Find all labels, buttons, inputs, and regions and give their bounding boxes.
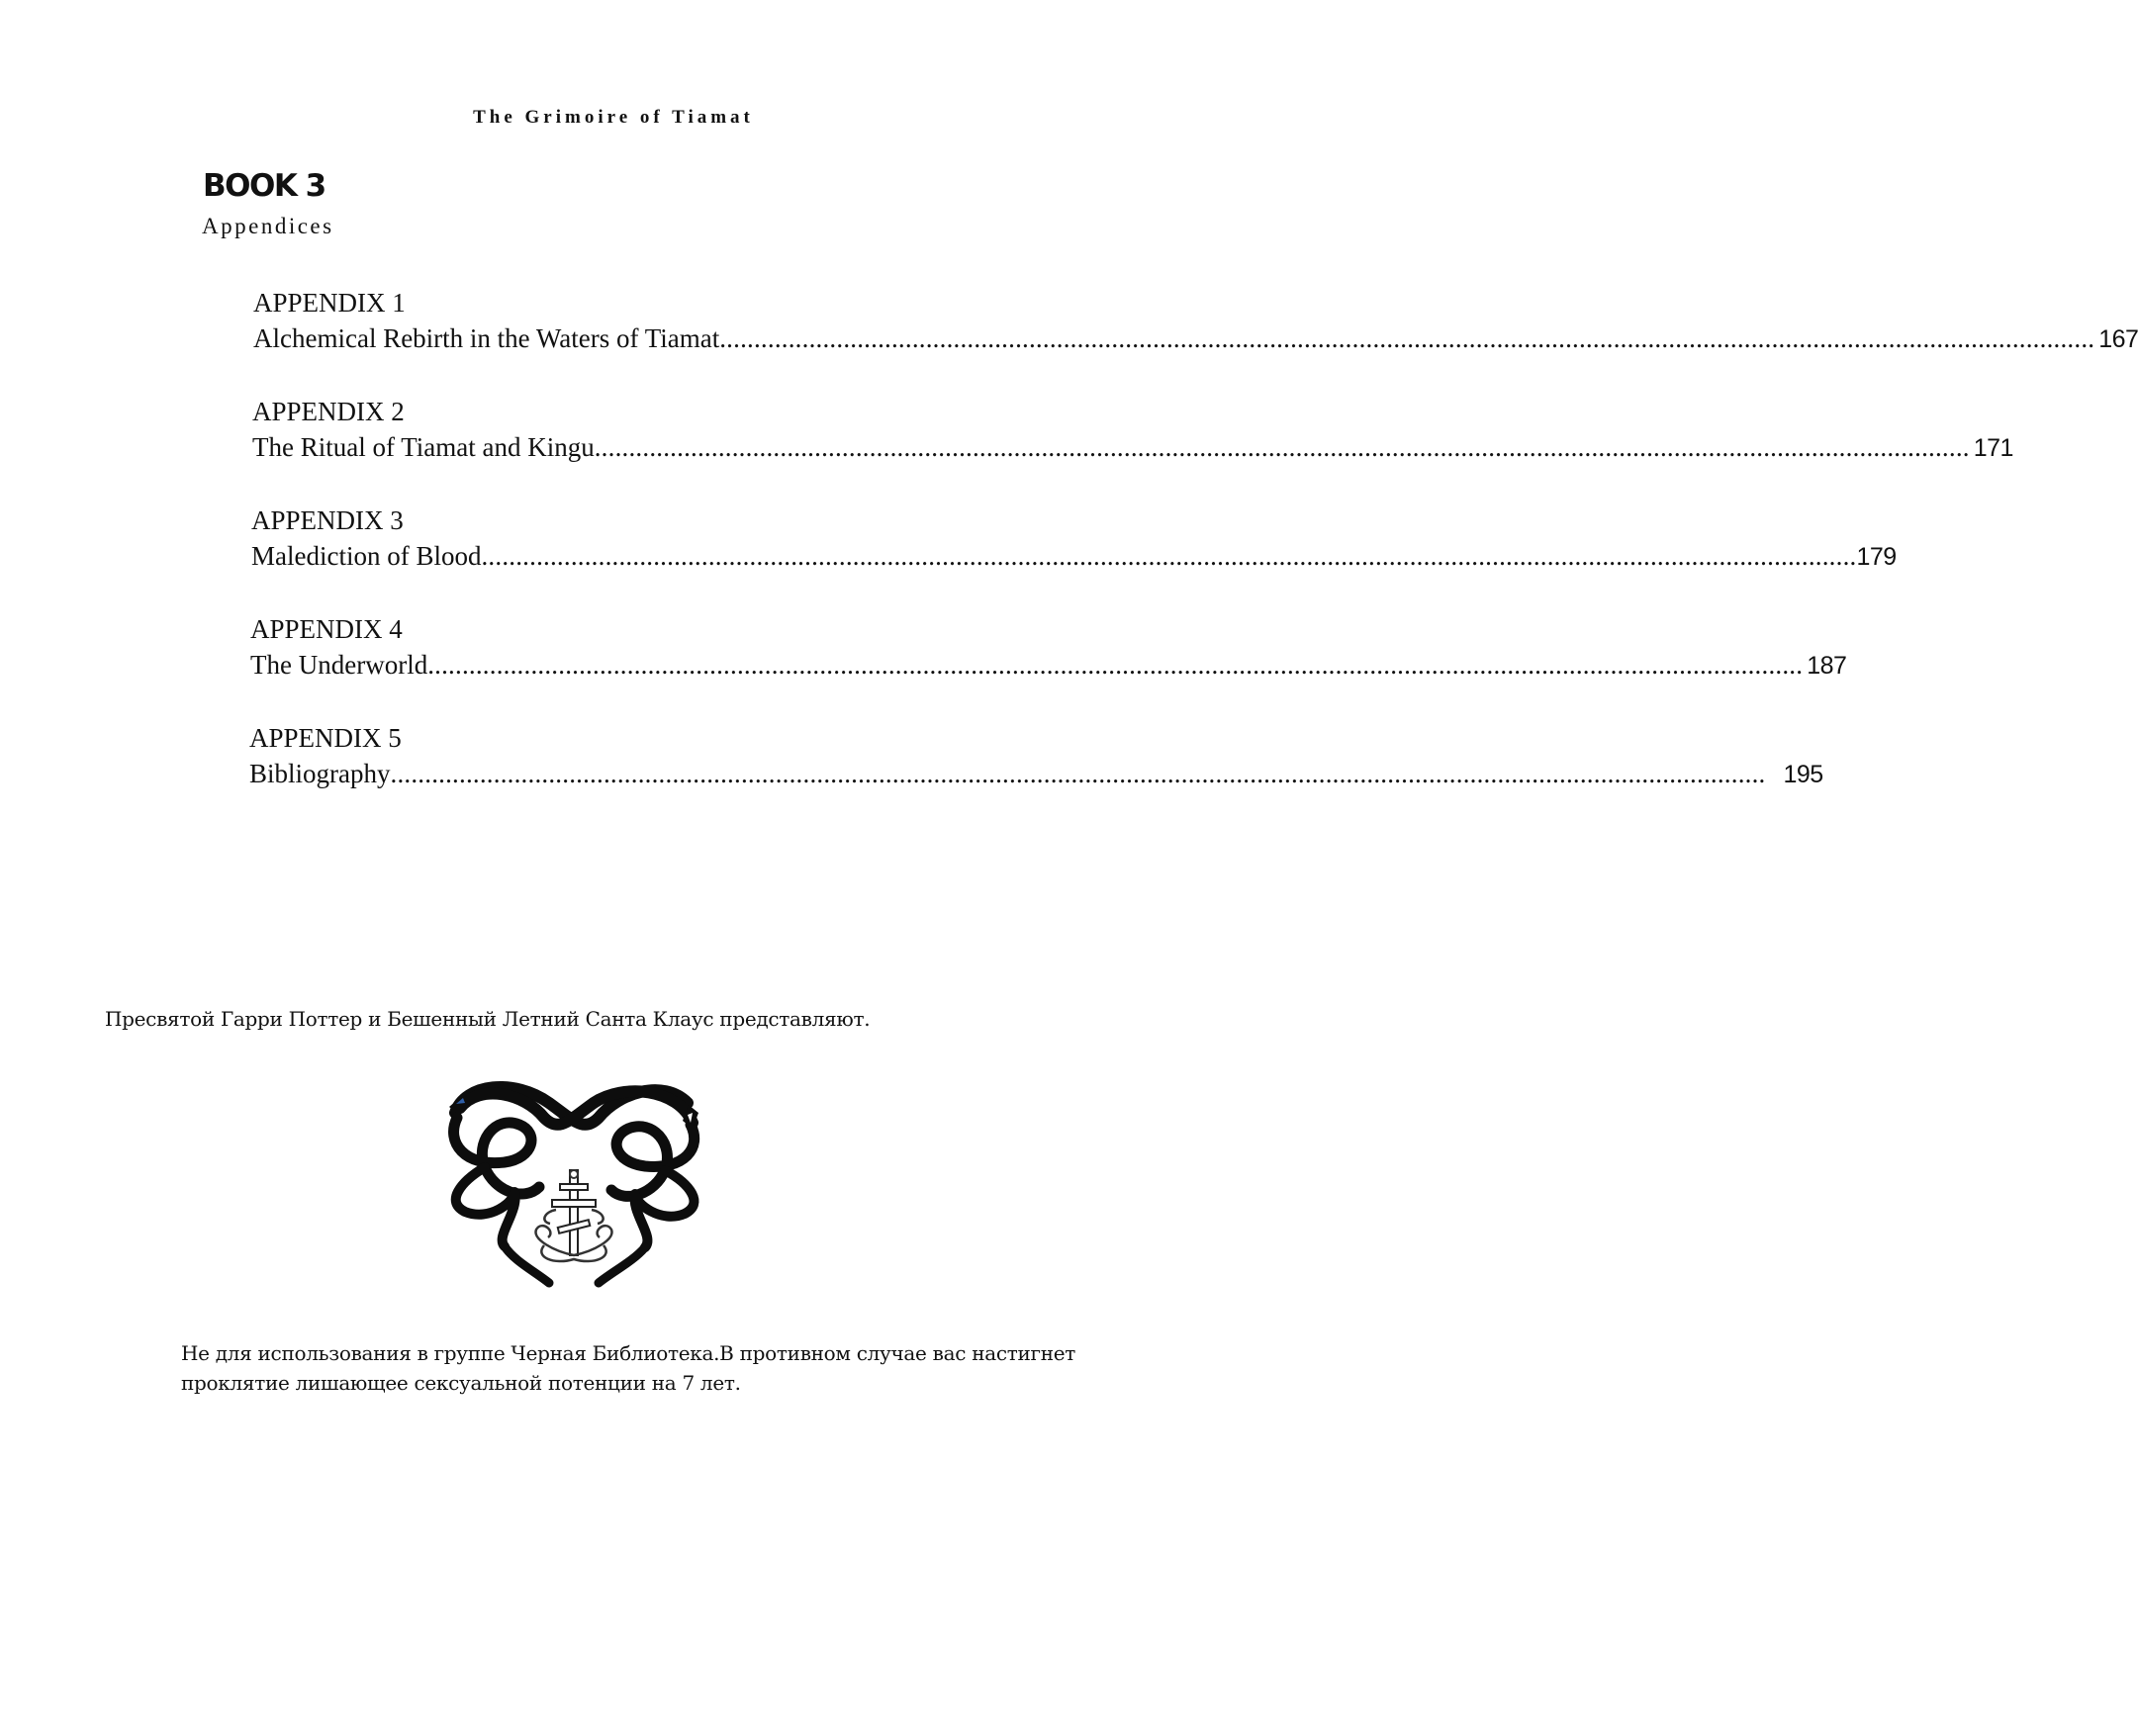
toc-heading: APPENDIX 1: [253, 288, 406, 318]
toc-entry[interactable]: [252, 394, 2013, 466]
toc-entry[interactable]: [249, 720, 1823, 792]
presenters-note: Пресвятой Гарри Поттер и Бешенный Летний Санта Клаус представляют.: [105, 1007, 871, 1031]
toc-page-number: 179: [1856, 543, 1897, 571]
toc-leader-dots: ........................................................................................................................................................................................................: [390, 759, 1766, 788]
toc-title: Alchemical Rebirth in the Waters of Tiamat: [253, 323, 720, 353]
toc-entry[interactable]: [251, 503, 1897, 575]
book-label: BOOK 3: [203, 168, 325, 204]
serpent-cross-emblem-icon: [425, 1063, 722, 1291]
toc-heading: APPENDIX 5: [249, 723, 402, 753]
toc-title: Malediction of Blood: [251, 541, 482, 571]
disclaimer-note: Не для использования в группе Черная Библиотека.В противном случае вас настигнет проклятие лишающее сексуальной потенции на 7 лет.: [181, 1341, 1076, 1395]
book-subtitle: Appendices: [202, 214, 334, 238]
toc-leader-dots: ........................................................................................................................................................................................................: [481, 541, 1857, 571]
toc-entry[interactable]: [253, 285, 2138, 357]
toc-leader-dots: ........................................................................................................................................................................................................: [427, 650, 1804, 680]
toc-title: Bibliography: [249, 759, 391, 788]
toc-title: The Ritual of Tiamat and Kingu: [252, 432, 595, 462]
toc-heading: APPENDIX 4: [250, 614, 403, 644]
table-of-contents: [0, 0, 2138, 791]
toc-leader-dots: ........................................................................................................................................................................................................: [594, 432, 1970, 462]
toc-heading: APPENDIX 3: [251, 505, 404, 535]
running-head: The Grimoire of Tiamat: [473, 107, 754, 128]
toc-page-number: 195: [1783, 761, 1823, 788]
toc-entry[interactable]: [250, 611, 1847, 684]
toc-page-number: 171: [1973, 434, 2013, 462]
toc-page-number: 187: [1807, 652, 1847, 680]
toc-leader-dots: ........................................................................................................................................................................................................: [719, 323, 2095, 353]
toc-page-number: 167: [2098, 325, 2138, 353]
toc-heading: APPENDIX 2: [252, 397, 405, 426]
toc-title: The Underworld: [250, 650, 428, 680]
